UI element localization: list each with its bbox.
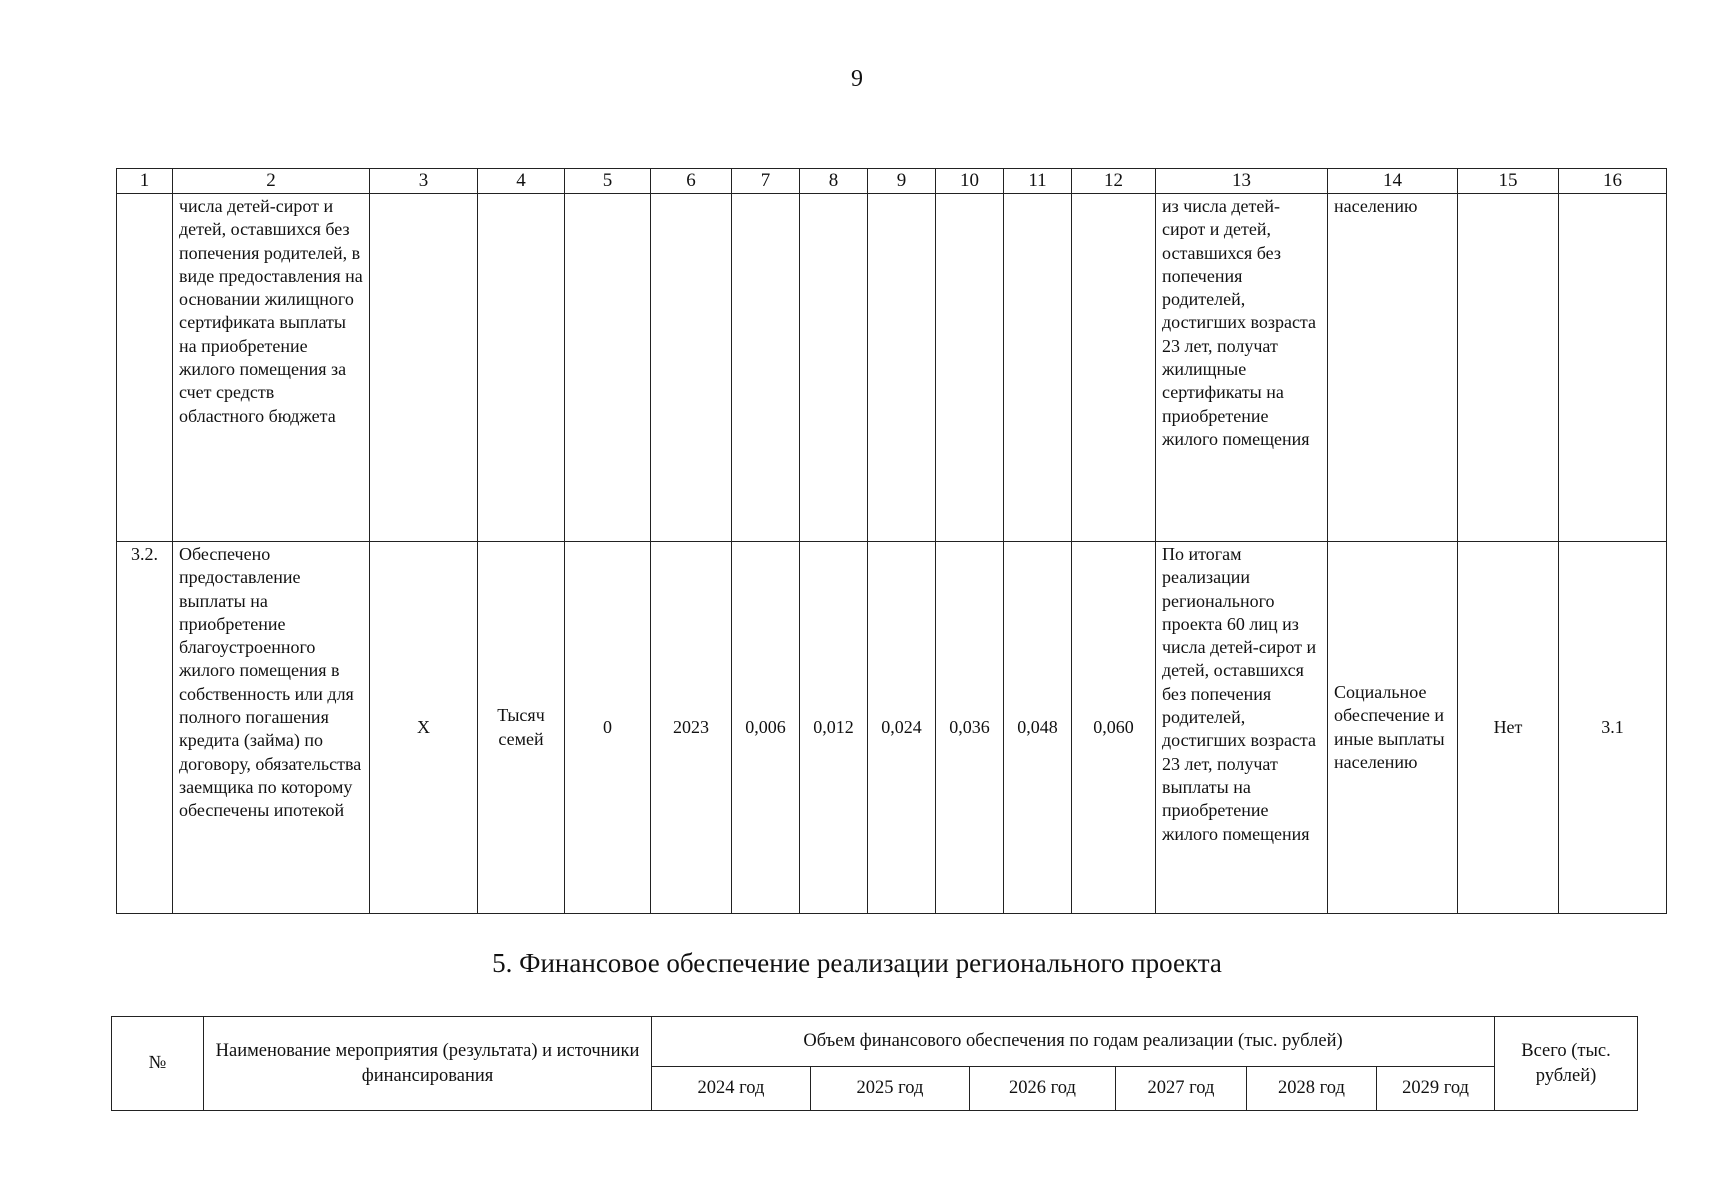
- result-name: числа детей-сирот и детей, оставшихся без попечения родителей, в виде предоставления на основании жилищного сертификата выплаты на приобретение жилого помещения за счет средств областного бюджета: [173, 194, 370, 542]
- result-name: Обеспечено предоставление выплаты на приобретение благоустроенного жилого помещения в собственность или для полного погашения кредита (займа) по договору, обязательства заемщика по которому обеспечены ипотекой: [173, 542, 370, 914]
- col-number-16: 16: [1559, 169, 1667, 194]
- finance-col-name: Наименование мероприятия (результата) и источники финансирования: [204, 1017, 652, 1111]
- col-number-14: 14: [1328, 169, 1458, 194]
- col-number-13: 13: [1156, 169, 1328, 194]
- cell-c13: из числа детей-сирот и детей, оставшихся без попечения родителей, достигших возраста 23 лет, получат жилищные сертификаты на приобретение жилого помещения: [1156, 194, 1328, 542]
- cell-c4: [478, 194, 565, 542]
- cell-c12: [1072, 194, 1156, 542]
- cell-c8: 0,012: [800, 542, 868, 914]
- cell-c12: 0,060: [1072, 542, 1156, 914]
- cell-c6: [651, 194, 732, 542]
- finance-year-2024: 2024 год: [652, 1067, 811, 1111]
- col-number-3: 3: [370, 169, 478, 194]
- section-title: 5. Финансовое обеспечение реализации регионального проекта: [492, 948, 1222, 978]
- col-number-1: 1: [117, 169, 173, 194]
- row-number: [117, 194, 173, 542]
- col-number-11: 11: [1004, 169, 1072, 194]
- cell-c7: [732, 194, 800, 542]
- col-number-15: 15: [1458, 169, 1559, 194]
- finance-header-row: [112, 1017, 1638, 1067]
- cell-c3: [370, 194, 478, 542]
- finance-year-2029: 2029 год: [1377, 1067, 1495, 1111]
- cell-c10: 0,036: [936, 542, 1004, 914]
- cell-c9: 0,024: [868, 542, 936, 914]
- table-row: [117, 542, 1667, 914]
- cell-c10: [936, 194, 1004, 542]
- cell-c16: 3.1: [1559, 542, 1667, 914]
- cell-c13: По итогам реализации регионального проекта 60 лиц из числа детей-сирот и детей, оставшихся без попечения родителей, достигших возраста 23 лет, получат выплаты на приобретение жилого помещения: [1156, 542, 1328, 914]
- cell-c9: [868, 194, 936, 542]
- col-number-5: 5: [565, 169, 651, 194]
- cell-c4: Тысяч семей: [478, 542, 565, 914]
- col-number-6: 6: [651, 169, 732, 194]
- finance-table: [111, 1016, 1638, 1111]
- finance-col-number: №: [112, 1017, 204, 1111]
- col-number-4: 4: [478, 169, 565, 194]
- cell-c15: [1458, 194, 1559, 542]
- row-number: 3.2.: [117, 542, 173, 914]
- finance-year-2028: 2028 год: [1247, 1067, 1377, 1111]
- cell-c14: Социальное обеспечение и иные выплаты населению: [1328, 542, 1458, 914]
- col-number-8: 8: [800, 169, 868, 194]
- cell-c11: [1004, 194, 1072, 542]
- col-number-10: 10: [936, 169, 1004, 194]
- cell-c15: Нет: [1458, 542, 1559, 914]
- column-number-row: [117, 169, 1667, 194]
- cell-c5: 0: [565, 542, 651, 914]
- finance-year-2026: 2026 год: [970, 1067, 1116, 1111]
- cell-c7: 0,006: [732, 542, 800, 914]
- results-table: [116, 168, 1667, 914]
- table-row: [117, 194, 1667, 542]
- finance-year-2027: 2027 год: [1116, 1067, 1247, 1111]
- cell-c6: 2023: [651, 542, 732, 914]
- cell-c5: [565, 194, 651, 542]
- finance-col-total: Всего (тыс. рублей): [1495, 1017, 1638, 1111]
- col-number-9: 9: [868, 169, 936, 194]
- cell-c8: [800, 194, 868, 542]
- col-number-2: 2: [173, 169, 370, 194]
- finance-col-volume: Объем финансового обеспечения по годам реализации (тыс. рублей): [652, 1017, 1495, 1067]
- col-number-7: 7: [732, 169, 800, 194]
- cell-c3: X: [370, 542, 478, 914]
- cell-c16: [1559, 194, 1667, 542]
- cell-c14: населению: [1328, 194, 1458, 542]
- cell-c11: 0,048: [1004, 542, 1072, 914]
- finance-year-2025: 2025 год: [811, 1067, 970, 1111]
- col-number-12: 12: [1072, 169, 1156, 194]
- page-number: 9: [851, 66, 863, 92]
